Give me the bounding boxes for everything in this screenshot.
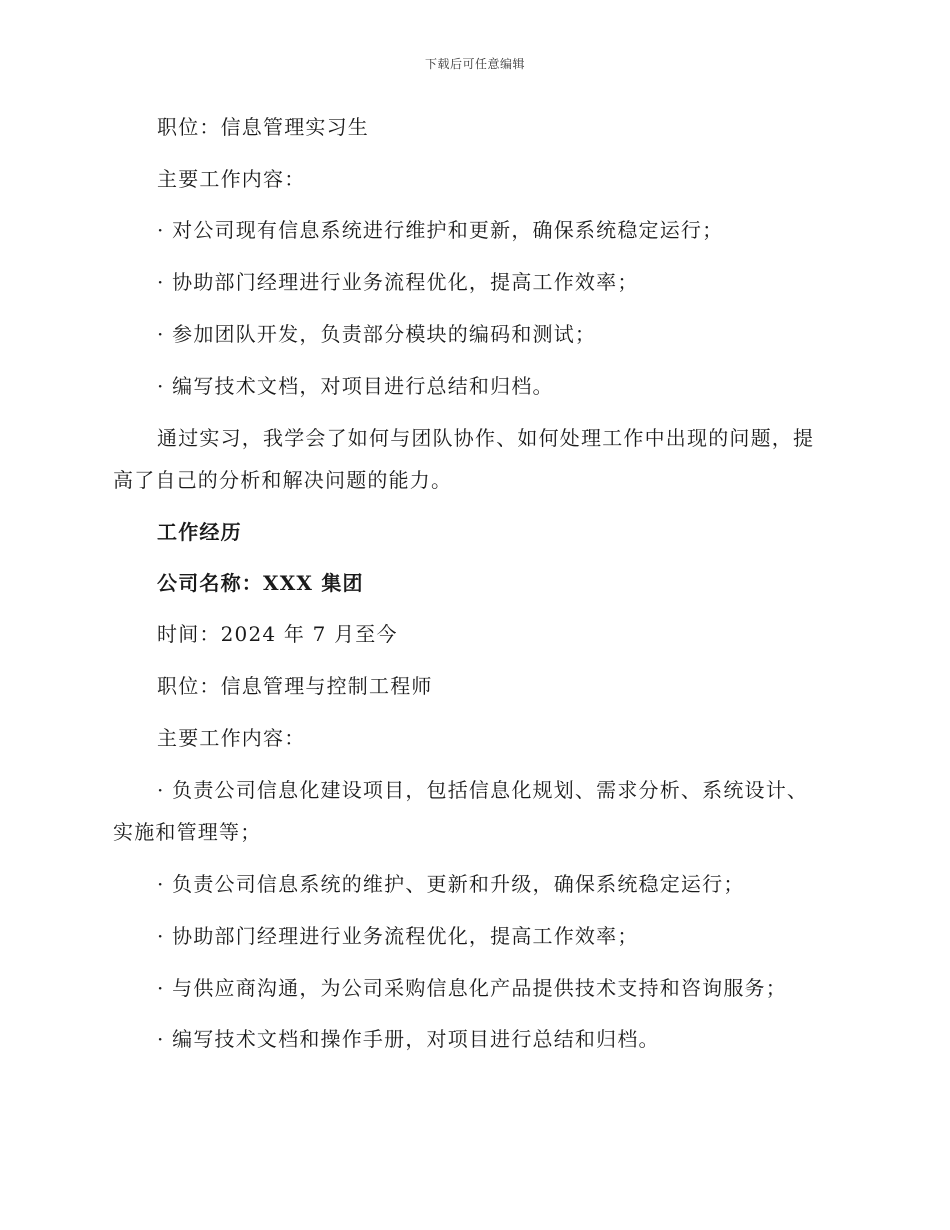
internship-summary-line-1: 通过实习，我学会了如何与团队协作、如何处理工作中出现的问题，提: [157, 426, 815, 450]
work-position: 职位：信息管理与控制工程师: [157, 674, 433, 698]
work-duty-1-line-1: · 负责公司信息化建设项目，包括信息化规划、需求分析、系统设计、: [157, 778, 809, 802]
work-section-title: 工作经历: [157, 520, 242, 544]
work-duty-2: · 负责公司信息系统的维护、更新和升级，确保系统稳定运行；: [157, 872, 745, 896]
internship-summary-line-2: 高了自己的分析和解决问题的能力。: [113, 468, 453, 492]
internship-duty-4: · 编写技术文档，对项目进行总结和归档。: [157, 374, 554, 398]
work-company: 公司名称：XXX 集团: [157, 571, 364, 595]
internship-duty-1: · 对公司现有信息系统进行维护和更新，确保系统稳定运行；: [157, 218, 724, 242]
work-duty-3: · 协助部门经理进行业务流程优化，提高工作效率；: [157, 924, 639, 948]
page-header-note: 下载后可任意编辑: [424, 57, 525, 71]
internship-duty-2: · 协助部门经理进行业务流程优化，提高工作效率；: [157, 270, 639, 294]
internship-position: 职位：信息管理实习生: [157, 115, 369, 139]
internship-duty-3: · 参加团队开发，负责部分模块的编码和测试；: [157, 322, 597, 346]
work-duty-4: · 与供应商沟通，为公司采购信息化产品提供技术支持和咨询服务；: [157, 976, 787, 1000]
work-time: 时间：2024 年 7 月至今: [157, 622, 398, 646]
work-duty-1-line-2: 实施和管理等；: [113, 820, 262, 844]
internship-duties-title: 主要工作内容：: [157, 167, 306, 191]
work-duty-5: · 编写技术文档和操作手册，对项目进行总结和归档。: [157, 1027, 660, 1051]
work-duties-title: 主要工作内容：: [157, 726, 306, 750]
